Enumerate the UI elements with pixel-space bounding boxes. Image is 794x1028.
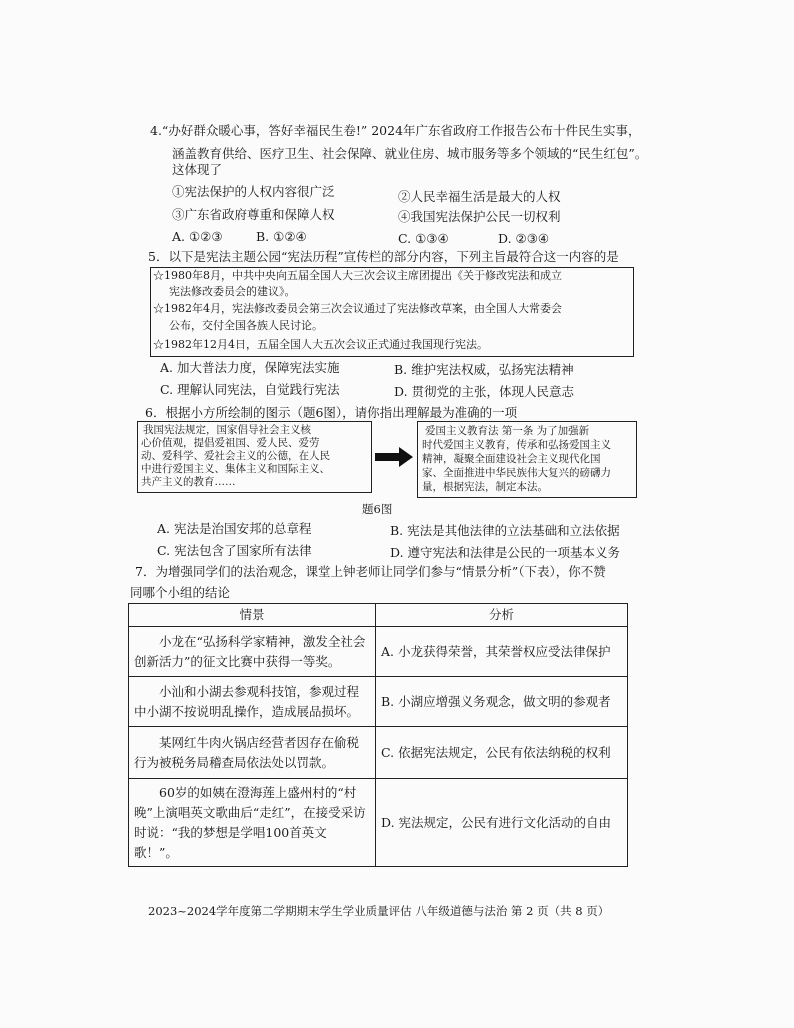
- q4-option-b: B. ①②④: [256, 229, 307, 244]
- scene-cell: 某网红牛肉火锅店经营者因存在偷税行为被税务局稽查局依法处以罚款。: [129, 727, 376, 779]
- q6-option-b: B. 宪法是其他法律的立法基础和立法依据: [390, 523, 620, 538]
- analysis-cell: D. 宪法规定，公民有进行文化活动的自由: [376, 779, 628, 867]
- scene-cell: 60岁的如姨在澄海莲上盛州村的“村晚”上演唱英文歌曲后“走红”，在接受采访时说：“我的梦想是学唱100首英文歌！”。: [129, 779, 376, 867]
- scene-cell: 小龙在“弘扬科学家精神，激发全社会创新活力”的征文比赛中获得一等奖。: [129, 627, 376, 677]
- q4-option-a: A. ①②③: [172, 229, 223, 244]
- analysis-cell: C. 依据宪法规定，公民有依法纳税的权利: [376, 727, 628, 779]
- q4-stem-line1: 4.“办好群众暖心事，答好幸福民生卷!” 2024年广东省政府工作报告公布十件民生实事，: [150, 123, 641, 138]
- analysis-cell: A. 小龙获得荣誉，其荣誉权应受法律保护: [376, 627, 628, 677]
- q5-option-b: B. 维护宪法权威，弘扬宪法精神: [394, 362, 574, 377]
- q6-option-d: D. 遵守宪法和法律是公民的一项基本义务: [390, 545, 621, 560]
- q6-stem: 6．根据小方所绘制的图示（题6图），请你指出理解最为准确的一项: [145, 405, 518, 420]
- q5-option-d: D. 贯彻党的主张，体现人民意志: [394, 384, 575, 399]
- header-analysis: 分析: [376, 604, 628, 627]
- right-arrow-icon: [373, 445, 415, 469]
- q6-figure-caption: 题6图: [362, 502, 393, 516]
- q6-left-line2: 心价值观，提倡爱祖国、爱人民、爱劳: [141, 437, 320, 449]
- q7-stem-line1: 7．为增强同学们的法治观念，课堂上钟老师让同学们参与“情景分析”（下表），你不赞: [135, 564, 606, 579]
- q6-option-a: A. 宪法是治国安邦的总章程: [157, 521, 312, 536]
- q6-right-box: [417, 421, 637, 498]
- q6-right-line4: 家、全面推进中华民族伟大复兴的磅礴力: [422, 467, 611, 479]
- q6-right-line2: 时代爱国主义教育，传承和弘扬爱国主义: [422, 439, 611, 451]
- q6-left-line3: 动、爱科学、爱社会主义的公德，在人民: [141, 450, 330, 462]
- table-row: [129, 779, 628, 867]
- q4-option-d: D. ②③④: [498, 231, 550, 246]
- q5-timeline-box: [150, 267, 634, 357]
- q4-stem-line2: 涵盖教育供给、医疗卫生、社会保障、就业住房、城市服务等多个领域的“民生红包”。: [172, 146, 648, 161]
- header-scene: 情景: [129, 604, 376, 627]
- q6-left-line4: 中进行爱国主义、集体主义和国际主义、: [141, 463, 330, 475]
- q5-option-a: A. 加大普法力度，保障宪法实施: [160, 360, 340, 375]
- q7-scenario-table: [128, 603, 628, 867]
- q6-right-line5: 量，根据宪法，制定本法。: [422, 481, 548, 493]
- q5-box-line2: 宪法修改委员会的建议》。: [169, 285, 296, 298]
- q6-right-line1: 爱国主义教育法 第一条 为了加强新: [425, 425, 590, 437]
- table-row: [129, 627, 628, 677]
- q4-option-c: C. ①③④: [398, 231, 449, 246]
- analysis-cell: B. 小湖应增强义务观念，做文明的参观者: [376, 677, 628, 727]
- q4-statement-2: ②人民幸福生活是最大的人权: [398, 189, 561, 204]
- q6-right-line3: 精神，凝聚全面建设社会主义现代化国: [422, 453, 601, 465]
- q5-box-line1: ☆1980年8月，中共中央向五届全国人大三次会议主席团提出《关于修改宪法和成立: [153, 269, 562, 282]
- q4-statement-4: ④我国宪法保护公民一切权利: [398, 209, 561, 224]
- q6-left-line1: 我国宪法规定，国家倡导社会主义核: [143, 424, 311, 436]
- page-footer: 2023~2024学年度第二学期期末学生学业质量评估 八年级道德与法治 第 2 页（共 8 页）: [148, 904, 610, 918]
- q4-statement-1: ①宪法保护的人权内容很广泛: [172, 184, 335, 199]
- q4-stem-line3: 这体现了: [172, 162, 223, 177]
- table-row: [129, 727, 628, 779]
- q4-statement-3: ③广东省政府尊重和保障人权: [172, 207, 335, 222]
- q6-option-c: C. 宪法包含了国家所有法律: [157, 543, 312, 558]
- q5-box-line3: ☆1982年4月，宪法修改委员会第三次会议通过了宪法修改草案，由全国人大常委会: [153, 302, 562, 315]
- q5-box-line5: ☆1982年12月4日，五届全国人大五次会议正式通过我国现行宪法。: [153, 338, 488, 351]
- scene-cell: 小汕和小湖去参观科技馆，参观过程中小湖不按说明乱操作，造成展品损坏。: [129, 677, 376, 727]
- table-header-row: [129, 604, 628, 627]
- q6-left-line5: 共产主义的教育……: [141, 476, 236, 488]
- q6-left-box: [137, 421, 372, 493]
- q5-box-line4: 公布，交付全国各族人民讨论。: [169, 319, 323, 332]
- table-row: [129, 677, 628, 727]
- q5-stem: 5．以下是宪法主题公园“宪法历程”宣传栏的部分内容，下列主旨最符合这一内容的是: [148, 249, 619, 264]
- q5-option-c: C. 理解认同宪法，自觉践行宪法: [160, 382, 340, 397]
- q7-stem-line2: 同哪个小组的结论: [130, 585, 231, 600]
